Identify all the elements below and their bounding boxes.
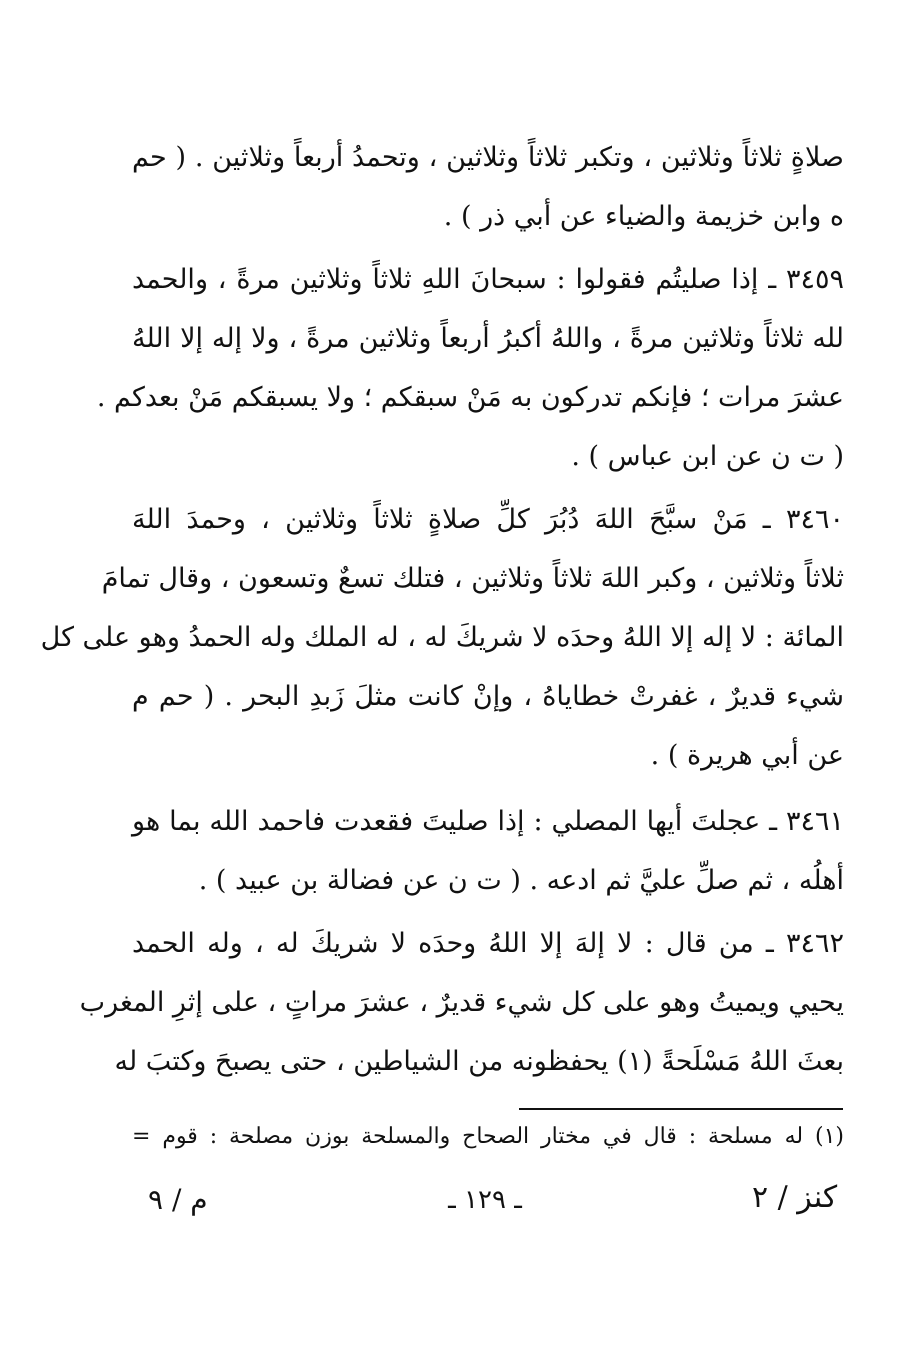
footnote-divider [519, 1108, 843, 1110]
text-line: ثلاثاً وثلاثين ، وكبر اللهَ ثلاثاً وثلاثين ، فتلك تسعٌ وتسعون ، وقال تمامَ [101, 563, 844, 594]
text-line: صلاةٍ ثلاثاً وثلاثين ، وتكبر ثلاثاً وثلاثين ، وتحمدُ أربعاً وثلاثين . ( حم [132, 142, 844, 173]
text-line: ٣٤٥٩ ـ إذا صليتُم فقولوا : سبحانَ اللهِ ثلاثاً وثلاثين مرةً ، والحمد [132, 264, 844, 295]
text-line: عن أبي هريرة ) . [650, 740, 844, 771]
text-line: بعثَ اللهُ مَسْلَحةً (١) يحفظونه من الشياطين ، حتى يصبحَ وكتبَ له [114, 1046, 844, 1077]
text-line: عشرَ مرات ؛ فإنكم تدركون به مَنْ سبقكم ؛ ولا يسبقكم مَنْ بعدكم . [96, 382, 844, 413]
text-line: ( ت ن عن ابن عباس ) . [571, 441, 844, 472]
text-line: يحيي ويميتُ وهو على كل شيء قديرٌ ، عشرَ مراتٍ ، على إثرِ المغرب [79, 987, 844, 1018]
hadith-3461 [132, 792, 844, 910]
signature-mark-left: م / ٩ [148, 1183, 208, 1216]
footnote: (١) له مسلحة : قال في مختار الصحاح والمسلحة بوزن مصلحة : قوم = [132, 1124, 844, 1149]
text-line: أهلُه ، ثم صلِّ عليَّ ثم ادعه . ( ت ن عن فضالة بن عبيد ) . [198, 865, 844, 896]
text-line: ٣٤٦٠ ـ مَنْ سبَّحَ اللهَ دُبُرَ كلِّ صلاةٍ ثلاثاً وثلاثين ، وحمدَ اللهَ [132, 504, 844, 535]
page-number: ـ ١٢٩ ـ [448, 1185, 522, 1215]
text-line: المائة : لا إله إلا اللهُ وحدَه لا شريكَ له ، له الملك وله الحمدُ وهو على كل [40, 622, 844, 653]
text-line: ٣٤٦١ ـ عجلتَ أيها المصلي : إذا صليتَ فقعدت فاحمد الله بما هو [132, 806, 844, 837]
signature-mark-right: كنز / ٢ [752, 1180, 838, 1215]
text-line: لله ثلاثاً وثلاثين مرةً ، واللهُ أكبرُ أربعاً وثلاثين مرةً ، ولا إله إلا اللهُ [132, 323, 844, 354]
text-line: ٣٤٦٢ ـ من قال : لا إلهَ إلا اللهُ وحدَه لا شريكَ له ، وله الحمد [132, 928, 844, 959]
hadith-3460 [40, 490, 844, 785]
paragraph-continuation [132, 128, 844, 246]
text-line: ه وابن خزيمة والضياء عن أبي ذر ) . [443, 201, 844, 232]
hadith-3462 [79, 914, 844, 1091]
text-line: شيء قديرٌ ، غفرتْ خطاياهُ ، وإنْ كانت مثلَ زَبدِ البحر . ( حم م [132, 681, 844, 712]
hadith-3459 [96, 250, 844, 486]
